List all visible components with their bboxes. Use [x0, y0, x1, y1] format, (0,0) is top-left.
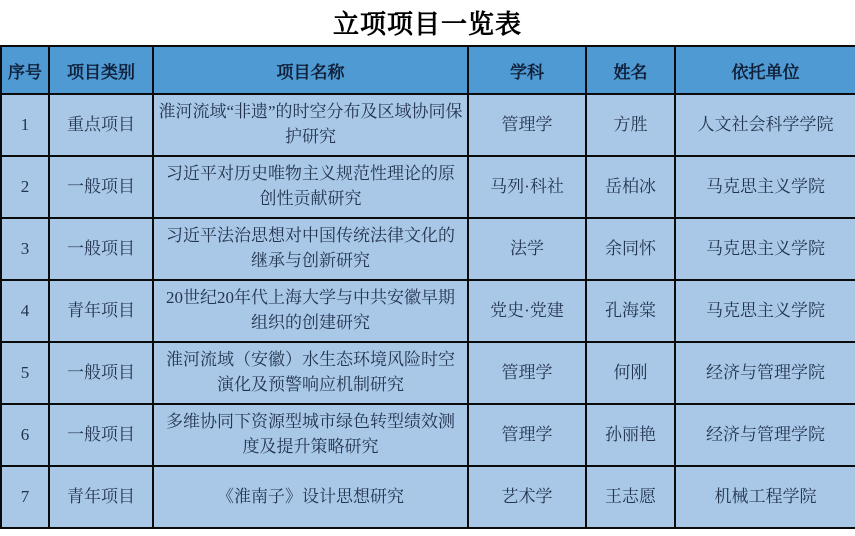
- cell-name: 余同怀: [586, 218, 675, 280]
- cell-discipline: 马列·科社: [468, 156, 586, 218]
- cell-seq: 1: [1, 94, 49, 156]
- cell-seq: 7: [1, 466, 49, 528]
- cell-discipline: 党史·党建: [468, 280, 586, 342]
- table-row: [1, 218, 855, 280]
- table-row: [1, 156, 855, 218]
- table-row: [1, 342, 855, 404]
- table-header: [1, 46, 855, 94]
- cell-name: 孙丽艳: [586, 404, 675, 466]
- cell-category: 一般项目: [49, 218, 153, 280]
- cell-title: 20世纪20年代上海大学与中共安徽早期组织的创建研究: [153, 280, 468, 342]
- header-seq: 序号: [1, 46, 49, 94]
- cell-discipline: 艺术学: [468, 466, 586, 528]
- cell-name: 岳柏冰: [586, 156, 675, 218]
- cell-discipline: 管理学: [468, 342, 586, 404]
- cell-seq: 3: [1, 218, 49, 280]
- cell-unit: 经济与管理学院: [675, 342, 855, 404]
- cell-discipline: 管理学: [468, 94, 586, 156]
- cell-name: 王志愿: [586, 466, 675, 528]
- cell-unit: 马克思主义学院: [675, 218, 855, 280]
- header-row: [1, 46, 855, 94]
- cell-name: 孔海棠: [586, 280, 675, 342]
- cell-seq: 6: [1, 404, 49, 466]
- cell-category: 青年项目: [49, 280, 153, 342]
- cell-title: 《淮南子》设计思想研究: [153, 466, 468, 528]
- page-title: 立项项目一览表: [332, 9, 522, 39]
- table-body: [1, 94, 855, 528]
- cell-unit: 马克思主义学院: [675, 156, 855, 218]
- cell-name: 何刚: [586, 342, 675, 404]
- header-title: 项目名称: [153, 46, 468, 94]
- cell-discipline: 法学: [468, 218, 586, 280]
- cell-category: 一般项目: [49, 342, 153, 404]
- table-row: [1, 280, 855, 342]
- table-row: [1, 94, 855, 156]
- cell-seq: 4: [1, 280, 49, 342]
- cell-name: 方胜: [586, 94, 675, 156]
- cell-discipline: 管理学: [468, 404, 586, 466]
- projects-table: [0, 45, 855, 529]
- cell-title: 习近平法治思想对中国传统法律文化的继承与创新研究: [153, 218, 468, 280]
- cell-unit: 经济与管理学院: [675, 404, 855, 466]
- table-row: [1, 404, 855, 466]
- cell-category: 重点项目: [49, 94, 153, 156]
- header-discipline: 学科: [468, 46, 586, 94]
- cell-seq: 5: [1, 342, 49, 404]
- table-row: [1, 466, 855, 528]
- header-name: 姓名: [586, 46, 675, 94]
- cell-unit: 马克思主义学院: [675, 280, 855, 342]
- cell-title: 淮河流域（安徽）水生态环境风险时空演化及预警响应机制研究: [153, 342, 468, 404]
- cell-title: 淮河流域“非遗”的时空分布及区域协同保护研究: [153, 94, 468, 156]
- header-category: 项目类别: [49, 46, 153, 94]
- cell-category: 一般项目: [49, 404, 153, 466]
- cell-category: 一般项目: [49, 156, 153, 218]
- header-unit: 依托单位: [675, 46, 855, 94]
- cell-title: 习近平对历史唯物主义规范性理论的原创性贡献研究: [153, 156, 468, 218]
- cell-seq: 2: [1, 156, 49, 218]
- cell-category: 青年项目: [49, 466, 153, 528]
- cell-unit: 人文社会科学学院: [675, 94, 855, 156]
- cell-title: 多维协同下资源型城市绿色转型绩效测度及提升策略研究: [153, 404, 468, 466]
- cell-unit: 机械工程学院: [675, 466, 855, 528]
